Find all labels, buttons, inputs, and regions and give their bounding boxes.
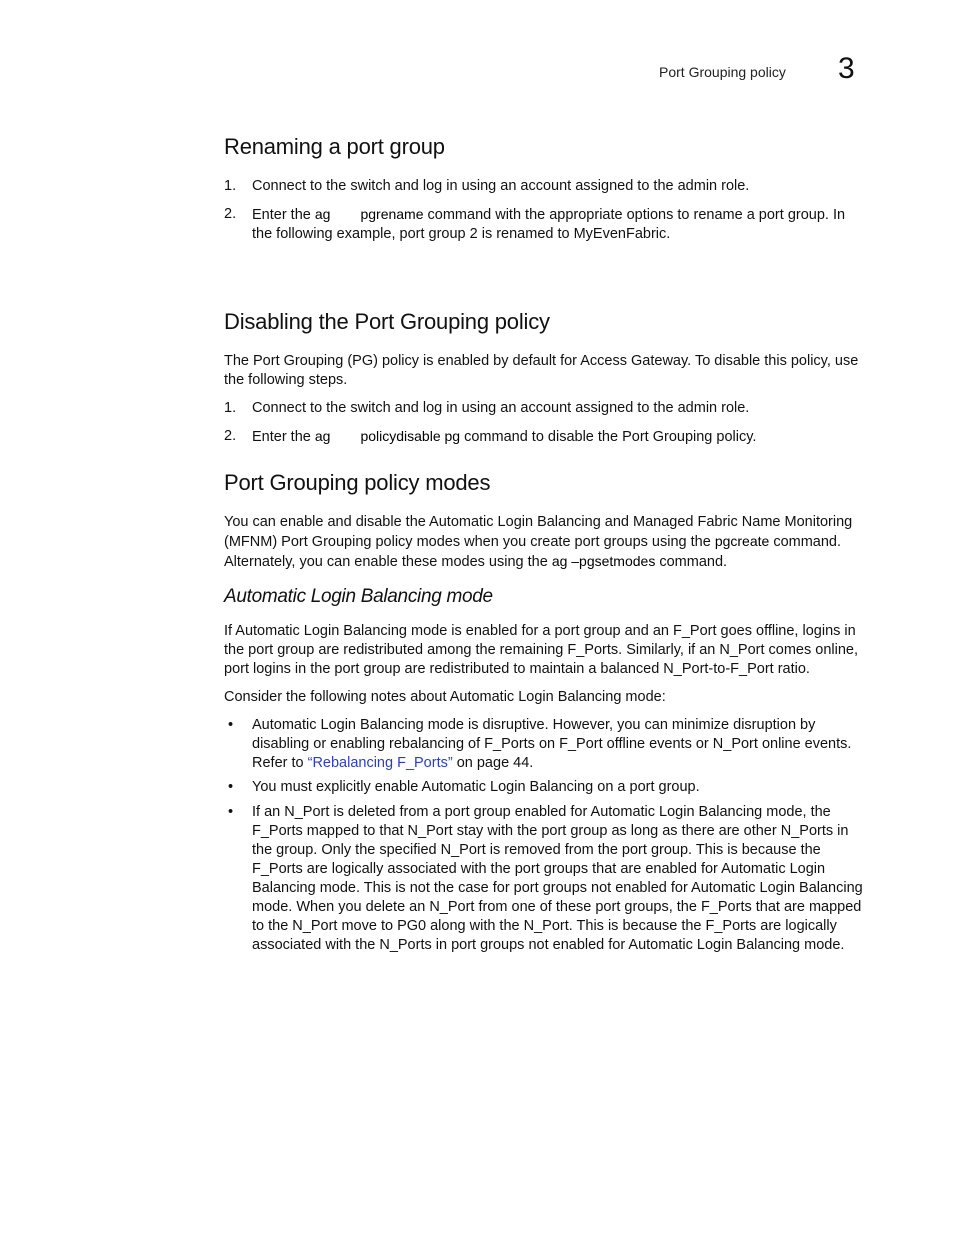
section-heading-disabling: Disabling the Port Grouping policy: [224, 309, 550, 334]
command-ag: ag: [314, 428, 331, 444]
section-modes: [224, 470, 868, 572]
section-heading-modes: Port Grouping policy modes: [224, 470, 491, 495]
list-item: • If an N_Port is deleted from a port group enabled for Automatic Login Balancing mode, the F_Ports mapped to that N_Port stay with the port group as long as there are other N_Ports in the group. Only the specified N_Port is removed from the port group. This is because the F_Ports are logically associated with the port groups that are enabled for Automatic Login Balancing mode. This is not the case for port groups not enabled for Automatic Login Balancing mode. When you delete an N_Port from one of these port groups, the F_Ports that are mapped to the N_Port move to PG0 along with the N_Port. This is because the F_Ports are logically associated with the N_Ports in port groups not enabled for Automatic Login Balancing mode.: [228, 804, 863, 953]
bullet-icon: •: [228, 804, 234, 820]
bullet-icon: •: [228, 779, 234, 795]
alb-paragraph-1: If Automatic Login Balancing mode is enabled for a port group and an F_Port goes offline, logins in the port group are redistributed among the remaining F_Ports. Similarly, if an N_Port comes online, port logins in the port group are redistributed to maintain a balanced N_Port-to-F_Port ratio.: [224, 623, 859, 677]
list-item: 1. Connect to the switch and log in using an account assigned to the admin role.: [224, 400, 750, 416]
command-pgsetmodes: ag –pgsetmodes: [551, 553, 656, 569]
running-header-title: Port Grouping policy: [659, 64, 786, 80]
list-item: • You must explicitly enable Automatic Login Balancing on a port group.: [228, 779, 700, 795]
alb-notes-list: [224, 716, 868, 955]
rebalancing-f-ports-link[interactable]: “Rebalancing F_Ports”: [307, 755, 453, 771]
section-renaming: [224, 134, 868, 244]
command-ag: ag: [314, 206, 331, 222]
section-disabling: [224, 309, 868, 447]
list-item: 1. Connect to the switch and log in using an account assigned to the admin role.: [224, 178, 750, 194]
list-item: 2. Enter the ag policydisable pg command to disable the Port Grouping policy.: [224, 428, 757, 445]
renaming-steps: [224, 177, 868, 244]
command-policydisable: policydisable pg: [360, 428, 461, 444]
modes-paragraph: You can enable and disable the Automatic Login Balancing and Managed Fabric Name Monitoring (MFNM) Port Grouping policy modes when you create port groups using the pgcreate command. Alternately, you can enable these modes using the ag –pgsetmodes command.: [224, 514, 853, 570]
bullet-icon: •: [228, 717, 234, 733]
alb-paragraph-2: Consider the following notes about Automatic Login Balancing mode:: [224, 689, 666, 705]
command-pgcreate: pgcreate: [714, 533, 770, 549]
section-heading-renaming: Renaming a port group: [224, 134, 445, 159]
chapter-number: 3: [838, 52, 855, 85]
subsection-heading-alb: Automatic Login Balancing mode: [224, 586, 493, 607]
list-item: • Automatic Login Balancing mode is disruptive. However, you can minimize disruption by disabling or enabling rebalancing of F_Ports on F_Port offline events or N_Port online events. Refer to “Rebalancing F_Ports” on page 44.: [228, 717, 852, 771]
disabling-steps: [224, 399, 868, 447]
subsection-alb: [224, 586, 868, 955]
list-item: 2. Enter the ag pgrename command with the appropriate options to rename a port group. In the following example, port group 2 is renamed to MyEvenFabric.: [224, 206, 846, 242]
disabling-intro: The Port Grouping (PG) policy is enabled by default for Access Gateway. To disable this policy, use the following steps.: [224, 353, 859, 388]
command-pgrename: pgrename: [360, 206, 424, 222]
